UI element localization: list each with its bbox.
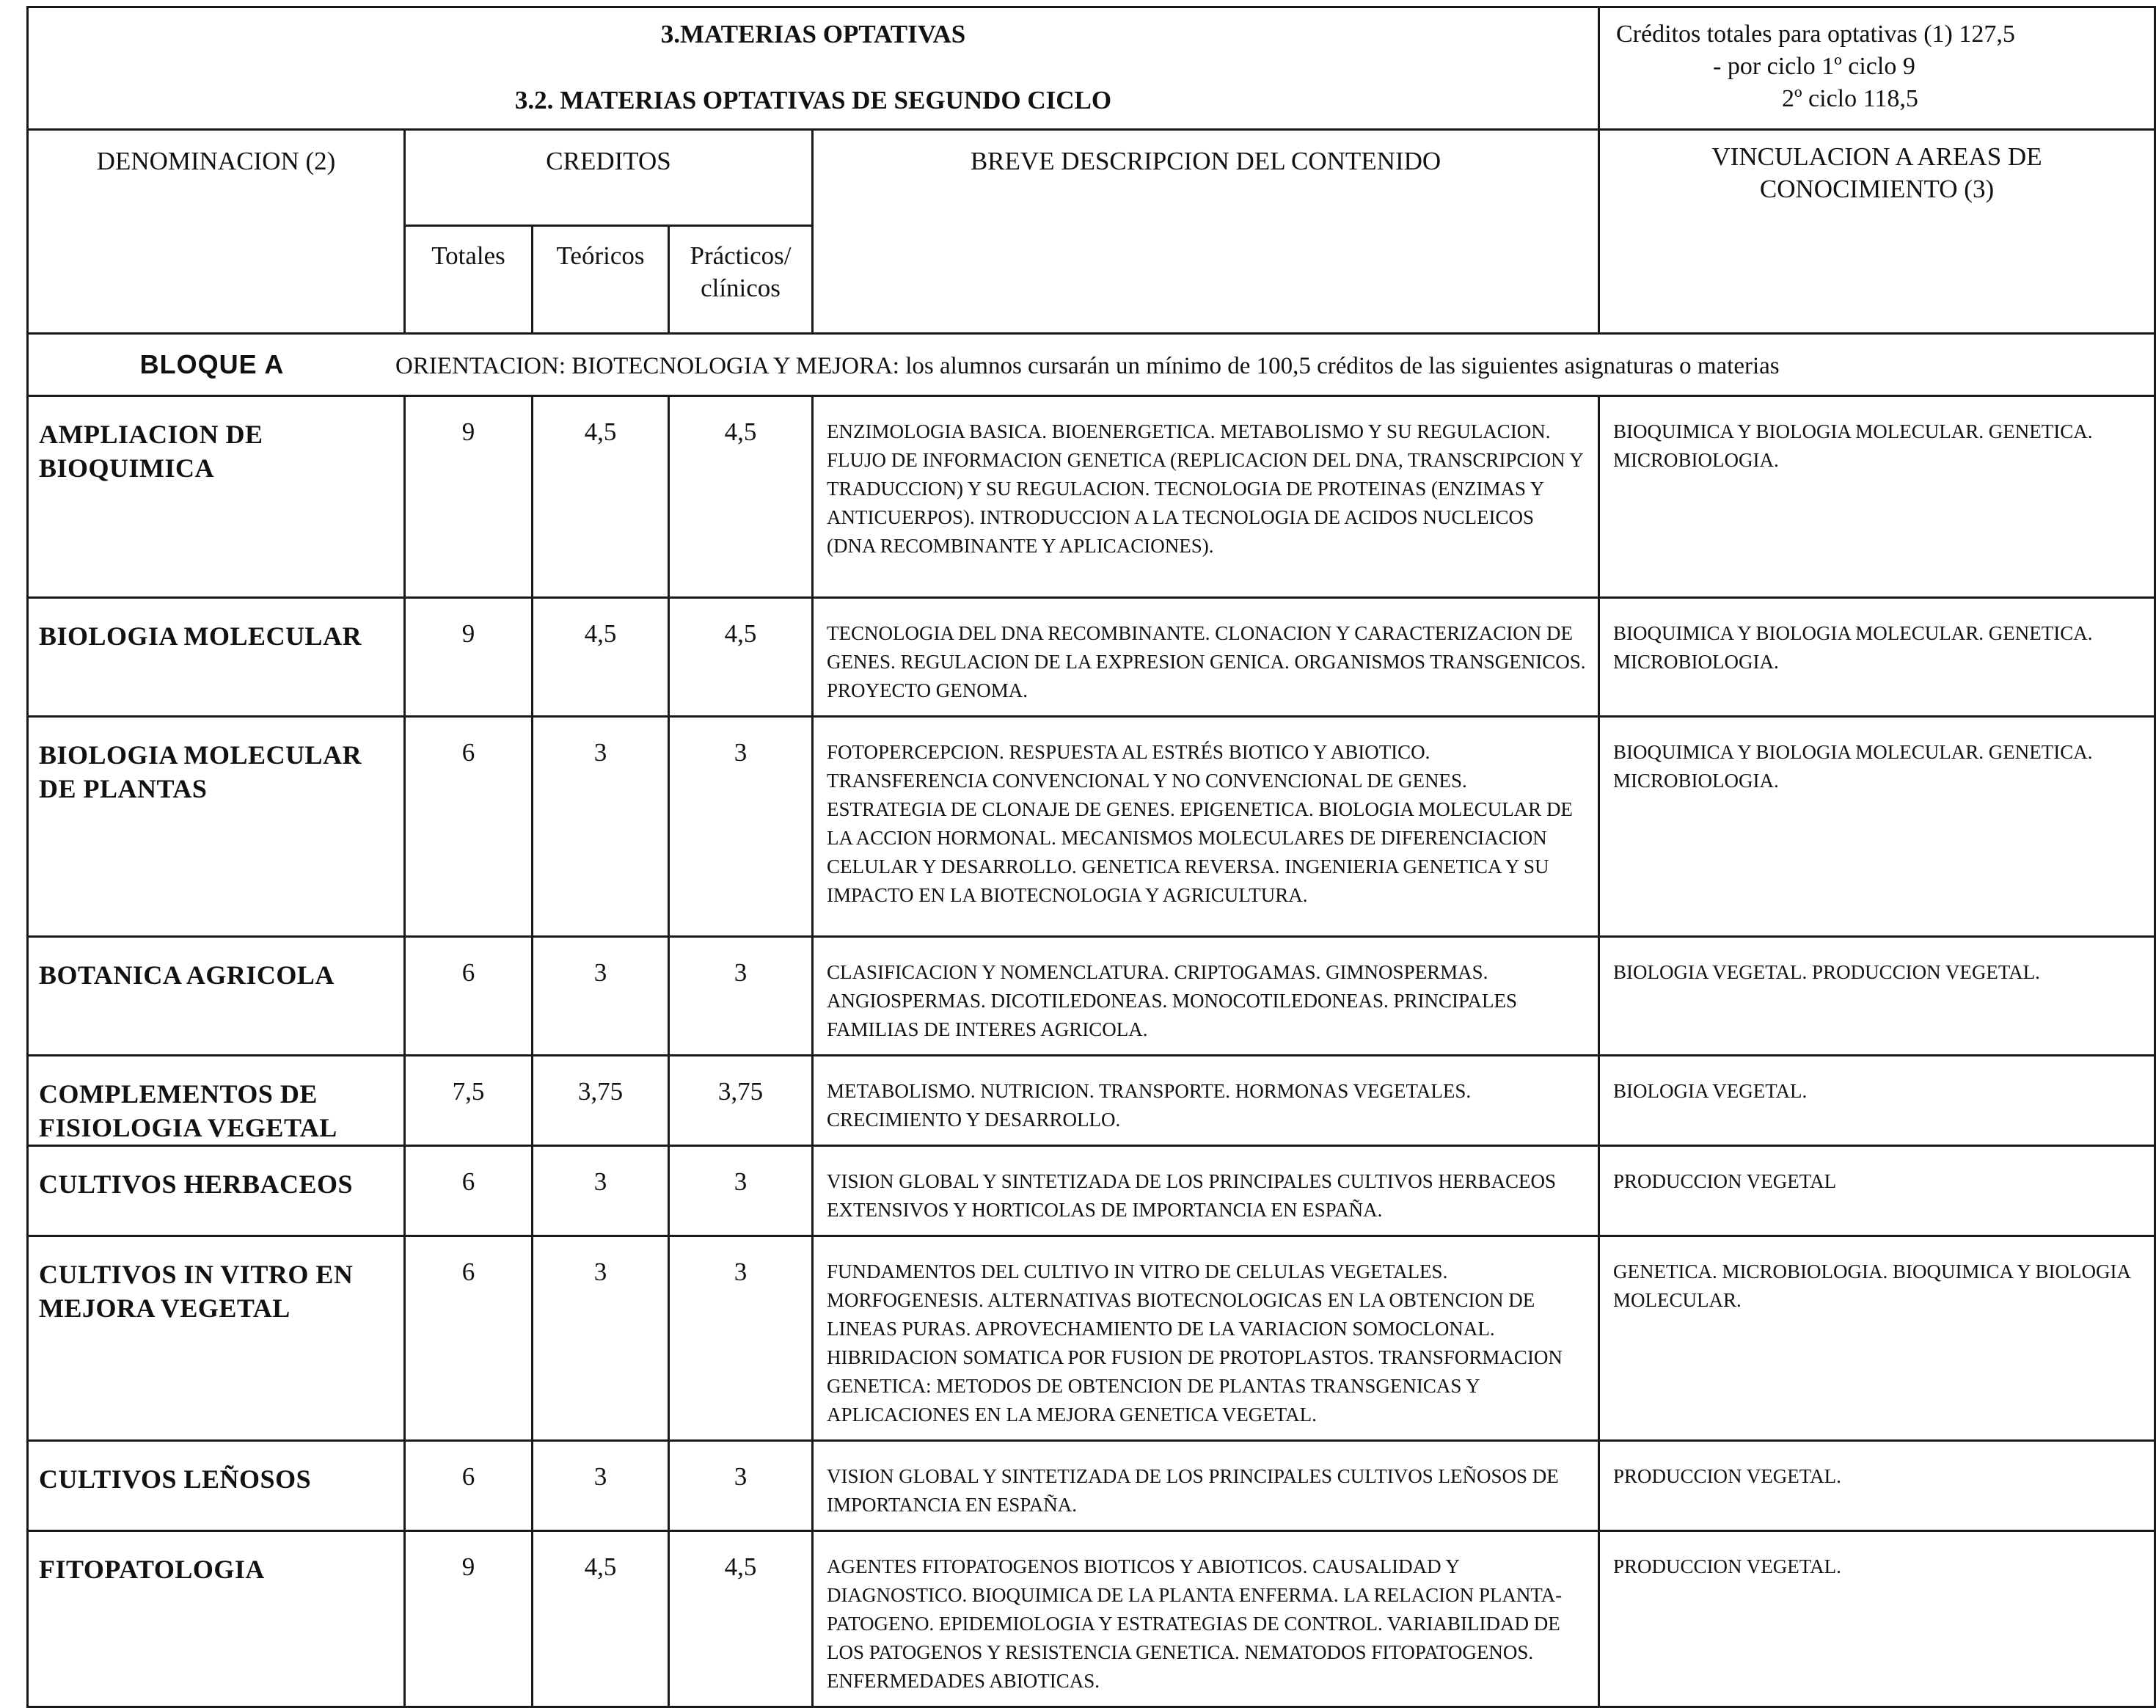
subject-description: VISION GLOBAL Y SINTETIZADA DE LOS PRINCIPALES CULTIVOS LEÑOSOS DE IMPORTANCIA EN ESPAÑA. xyxy=(813,1441,1599,1531)
bloque-label: BLOQUE A xyxy=(139,349,285,379)
page-subtitle: 3.2. MATERIAS OPTATIVAS DE SEGUNDO CICLO xyxy=(514,86,1112,114)
credits-totales: 9 xyxy=(405,396,533,598)
credits-totales: 6 xyxy=(405,717,533,937)
bloque-row xyxy=(28,334,2155,396)
credits-teoricos: 4,5 xyxy=(533,598,669,717)
subject-description: ENZIMOLOGIA BASICA. BIOENERGETICA. METABOLISMO Y SU REGULACION. FLUJO DE INFORMACION GENETICA (REPLICACION DEL DNA, TRANSCRIPCION Y TRADUCCION) Y SU REGULACION. TECNOLOGIA DE PROTEINAS (ENZIMAS Y ANTICUERPOS). INTRODUCCION A LA TECNOLOGIA DE ACIDOS NUCLEICOS (DNA RECOMBINANTE Y APLICACIONES). xyxy=(813,396,1599,598)
subject-description: FUNDAMENTOS DEL CULTIVO IN VITRO DE CELULAS VEGETALES. MORFOGENESIS. ALTERNATIVAS BIOTECNOLOGICAS EN LA OBTENCION DE LINEAS PURAS. APROVECHAMIENTO DE LA VARIACION SOMOCLONAL. HIBRIDACION SOMATICA POR FUSION DE PROTOPLASTOS. TRANSFORMACION GENETICA: METODOS DE OBTENCION DE PLANTAS TRANSGENICAS Y APLICACIONES EN LA MEJORA GENETICA VEGETAL. xyxy=(813,1236,1599,1441)
subject-description: VISION GLOBAL Y SINTETIZADA DE LOS PRINCIPALES CULTIVOS HERBACEOS EXTENSIVOS Y HORTICOLAS DE IMPORTANCIA EN ESPAÑA. xyxy=(813,1146,1599,1236)
credits-practicos: 3 xyxy=(669,1441,813,1531)
table-row xyxy=(28,598,2155,717)
credits-teoricos: 3 xyxy=(533,937,669,1056)
subject-description: METABOLISMO. NUTRICION. TRANSPORTE. HORMONAS VEGETALES. CRECIMIENTO Y DESARROLLO. xyxy=(813,1056,1599,1146)
subject-areas: BIOLOGIA VEGETAL. xyxy=(1599,1056,2155,1146)
col-header-creditos: CREDITOS xyxy=(405,130,813,226)
credits-totales: 6 xyxy=(405,1146,533,1236)
subject-description: AGENTES FITOPATOGENOS BIOTICOS Y ABIOTICOS. CAUSALIDAD Y DIAGNOSTICO. BIOQUIMICA DE LA PLANTA ENFERMA. LA RELACION PLANTA-PATOGENO. EPIDEMIOLOGIA Y ESTRATEGIAS DE CONTROL. VARIABILIDAD DE LOS PATOGENOS Y RESISTENCIA GENETICA. NEMATODOS FITOPATOGENOS. ENFERMEDADES ABIOTICAS. xyxy=(813,1531,1599,1707)
credits-practicos: 3 xyxy=(669,937,813,1056)
subject-name: BIOLOGIA MOLECULAR DE PLANTAS xyxy=(28,717,405,937)
table-row xyxy=(28,396,2155,598)
credits-cycle1: - por ciclo 1º ciclo 9 xyxy=(1713,53,1915,80)
subject-areas: BIOQUIMICA Y BIOLOGIA MOLECULAR. GENETICA. MICROBIOLOGIA. xyxy=(1599,717,2155,937)
table-row xyxy=(28,1146,2155,1236)
credits-practicos: 3 xyxy=(669,717,813,937)
col-header-denominacion: DENOMINACION (2) xyxy=(28,130,405,334)
table-row xyxy=(28,1441,2155,1531)
credits-teoricos: 3 xyxy=(533,717,669,937)
subject-areas: BIOQUIMICA Y BIOLOGIA MOLECULAR. GENETICA. MICROBIOLOGIA. xyxy=(1599,598,2155,717)
table-row xyxy=(28,1531,2155,1707)
subject-name: FITOPATOLOGIA xyxy=(28,1531,405,1707)
credits-cycle2: 2º ciclo 118,5 xyxy=(1782,85,1918,112)
subject-name: BOTANICA AGRICOLA xyxy=(28,937,405,1056)
subject-areas: PRODUCCION VEGETAL. xyxy=(1599,1441,2155,1531)
subject-areas: BIOLOGIA VEGETAL. PRODUCCION VEGETAL. xyxy=(1599,937,2155,1056)
bloque-banner xyxy=(28,334,2155,396)
subject-areas: GENETICA. MICROBIOLOGIA. BIOQUIMICA Y BIOLOGIA MOLECULAR. xyxy=(1599,1236,2155,1441)
page-title: 3.MATERIAS OPTATIVAS xyxy=(660,20,966,48)
col-header-practicos: Prácticos/ clínicos xyxy=(669,226,813,334)
credits-practicos: 4,5 xyxy=(669,598,813,717)
subject-areas: PRODUCCION VEGETAL. xyxy=(1599,1531,2155,1707)
subject-description: CLASIFICACION Y NOMENCLATURA. CRIPTOGAMAS. GIMNOSPERMAS. ANGIOSPERMAS. DICOTILEDONEAS. MONOCOTILEDONEAS. PRINCIPALES FAMILIAS DE INTERES AGRICOLA. xyxy=(813,937,1599,1056)
title-block xyxy=(28,7,1599,130)
table-row xyxy=(28,1236,2155,1441)
col-header-vinculacion: VINCULACION A AREAS DE CONOCIMIENTO (3) xyxy=(1599,130,2155,334)
subject-name: AMPLIACION DE BIOQUIMICA xyxy=(28,396,405,598)
credits-teoricos: 3 xyxy=(533,1441,669,1531)
header-row xyxy=(28,130,2155,226)
subject-areas: BIOQUIMICA Y BIOLOGIA MOLECULAR. GENETICA. MICROBIOLOGIA. xyxy=(1599,396,2155,598)
credits-total: Créditos totales para optativas (1) 127,5 xyxy=(1616,21,2015,48)
col-header-totales: Totales xyxy=(405,226,533,334)
subject-name: CULTIVOS LEÑOSOS xyxy=(28,1441,405,1531)
subject-description: FOTOPERCEPCION. RESPUESTA AL ESTRÉS BIOTICO Y ABIOTICO. TRANSFERENCIA CONVENCIONAL Y NO CONVENCIONAL DE GENES. ESTRATEGIA DE CLONAJE DE GENES. EPIGENETICA. BIOLOGIA MOLECULAR DE LA ACCION HORMONAL. MECANISMOS MOLECULARES DE DIFERENCIACION CELULAR Y DESARROLLO. GENETICA REVERSA. INGENIERIA GENETICA Y SU IMPACTO EN LA BIOTECNOLOGIA Y AGRICULTURA. xyxy=(813,717,1599,937)
credits-totales: 6 xyxy=(405,1441,533,1531)
col-header-teoricos: Teóricos xyxy=(533,226,669,334)
credits-teoricos: 3 xyxy=(533,1146,669,1236)
subject-description: TECNOLOGIA DEL DNA RECOMBINANTE. CLONACION Y CARACTERIZACION DE GENES. REGULACION DE LA EXPRESION GENICA. ORGANISMOS TRANSGENICOS. PROYECTO GENOMA. xyxy=(813,598,1599,717)
subject-name: COMPLEMENTOS DE FISIOLOGIA VEGETAL xyxy=(28,1056,405,1146)
credits-totales: 6 xyxy=(405,1236,533,1441)
optativas-table xyxy=(26,6,2156,1708)
table-row xyxy=(28,1056,2155,1146)
credits-totales: 9 xyxy=(405,598,533,717)
credits-practicos: 3 xyxy=(669,1236,813,1441)
credits-totales: 9 xyxy=(405,1531,533,1707)
credits-summary xyxy=(1599,7,2155,130)
subject-name: BIOLOGIA MOLECULAR xyxy=(28,598,405,717)
table-row xyxy=(28,717,2155,937)
credits-teoricos: 3 xyxy=(533,1236,669,1441)
table-row xyxy=(28,937,2155,1056)
credits-practicos: 3,75 xyxy=(669,1056,813,1146)
credits-teoricos: 3,75 xyxy=(533,1056,669,1146)
credits-totales: 6 xyxy=(405,937,533,1056)
credits-teoricos: 4,5 xyxy=(533,1531,669,1707)
title-row xyxy=(28,7,2155,130)
col-header-descripcion: BREVE DESCRIPCION DEL CONTENIDO xyxy=(813,130,1599,334)
credits-practicos: 4,5 xyxy=(669,1531,813,1707)
subject-areas: PRODUCCION VEGETAL xyxy=(1599,1146,2155,1236)
credits-teoricos: 4,5 xyxy=(533,396,669,598)
credits-totales: 7,5 xyxy=(405,1056,533,1146)
subject-name: CULTIVOS HERBACEOS xyxy=(28,1146,405,1236)
subject-name: CULTIVOS IN VITRO EN MEJORA VEGETAL xyxy=(28,1236,405,1441)
credits-practicos: 4,5 xyxy=(669,396,813,598)
bloque-text: ORIENTACION: BIOTECNOLOGIA Y MEJORA: los alumnos cursarán un mínimo de 100,5 créditos de las siguientes asignaturas o materias xyxy=(395,353,1780,379)
credits-practicos: 3 xyxy=(669,1146,813,1236)
